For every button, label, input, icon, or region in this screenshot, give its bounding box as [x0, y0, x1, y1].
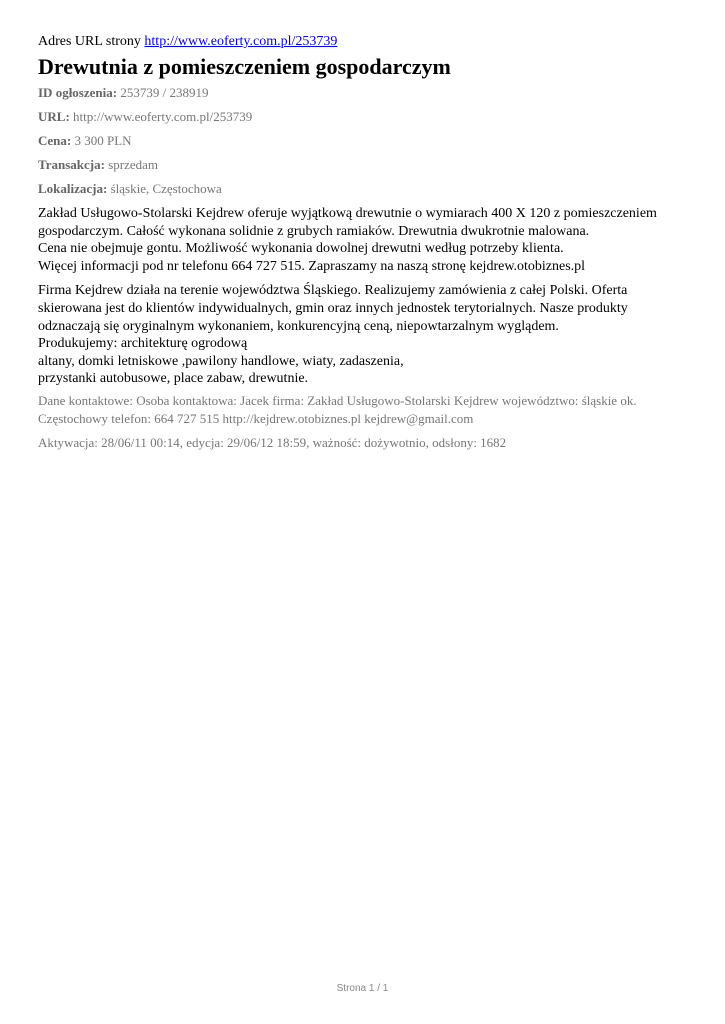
meta-row-location [38, 181, 698, 197]
text-line: odznaczają się oryginalnym wykonaniem, konkurencyjną ceną, niepowtarzalnym wyglądem. [38, 318, 559, 334]
text-line: skierowana jest do klientów indywidualnych, gmin oraz innych jednostek terytorialnych. Nasze produkty [38, 300, 628, 316]
page-title: Drewutnia z pomieszczeniem gospodarczym [38, 54, 451, 79]
meta-row-price [38, 133, 698, 149]
meta-value: 253739 / 238919 [120, 85, 209, 100]
text-line: gospodarczym. Całość wykonana solidnie z grubych ramiaków. Drewutnia dwukrotnie malowana. [38, 223, 590, 239]
meta-value: sprzedam [108, 157, 158, 172]
description-paragraph-1 [38, 205, 698, 275]
meta-row-transaction [38, 157, 698, 173]
text-line: przystanki autobusowe, place zabaw, drewutnie. [38, 371, 309, 387]
meta-row-url [38, 109, 698, 125]
meta-row-id [38, 85, 698, 101]
text-line: Produkujemy: architekturę ogrodową [38, 336, 248, 352]
meta-value: http://www.eoferty.com.pl/253739 [73, 109, 253, 124]
contact-line: Dane kontaktowe: Osoba kontaktowa: Jacek firma: Zakład Usługowo-Stolarski Kejdrew województwo: śląskie ok. [38, 392, 637, 408]
contact-info [38, 392, 698, 429]
meta-label: Transakcja: [38, 157, 105, 172]
text-line: altany, domki letniskowe ,pawilony handlowe, wiaty, zadaszenia, [38, 353, 404, 369]
description-paragraph-2 [38, 282, 698, 388]
text-line: Więcej informacji pod nr telefonu 664 727 515. Zapraszamy na naszą stronę kejdrew.otobiznes.pl [38, 258, 586, 274]
page-url-link[interactable]: http://www.eoferty.com.pl/253739 [144, 34, 338, 49]
activity-info: Aktywacja: 28/06/11 00:14, edycja: 29/06/12 18:59, ważność: dożywotnio, odsłony: 1682 [38, 434, 507, 450]
meta-label: ID ogłoszenia: [38, 85, 118, 100]
url-prefix: Adres URL strony [38, 34, 141, 49]
text-line: Firma Kejdrew działa na terenie województwa Śląskiego. Realizujemy zamówienia z całej Polski. Oferta [38, 283, 628, 299]
meta-value: 3 300 PLN [74, 133, 132, 148]
meta-value: śląskie, Częstochowa [110, 181, 222, 196]
text-line: Cena nie obejmuje gontu. Możliwość wykonania dowolnej drewutni według potrzeby klienta. [38, 241, 564, 257]
meta-label: URL: [38, 109, 70, 124]
meta-label: Cena: [38, 133, 72, 148]
listing-meta [38, 85, 698, 197]
document-page [38, 33, 698, 452]
meta-label: Lokalizacja: [38, 181, 108, 196]
page-url-line [38, 33, 698, 51]
text-line: Zakład Usługowo-Stolarski Kejdrew oferuje wyjątkową drewutnie o wymiarach 400 X 120 z pomieszczeniem [38, 206, 657, 221]
page-number-footer: Strona 1 / 1 [336, 983, 389, 994]
contact-line: Częstochowy telefon: 664 727 515 http://kejdrew.otobiznes.pl kejdrew@gmail.com [38, 411, 474, 427]
